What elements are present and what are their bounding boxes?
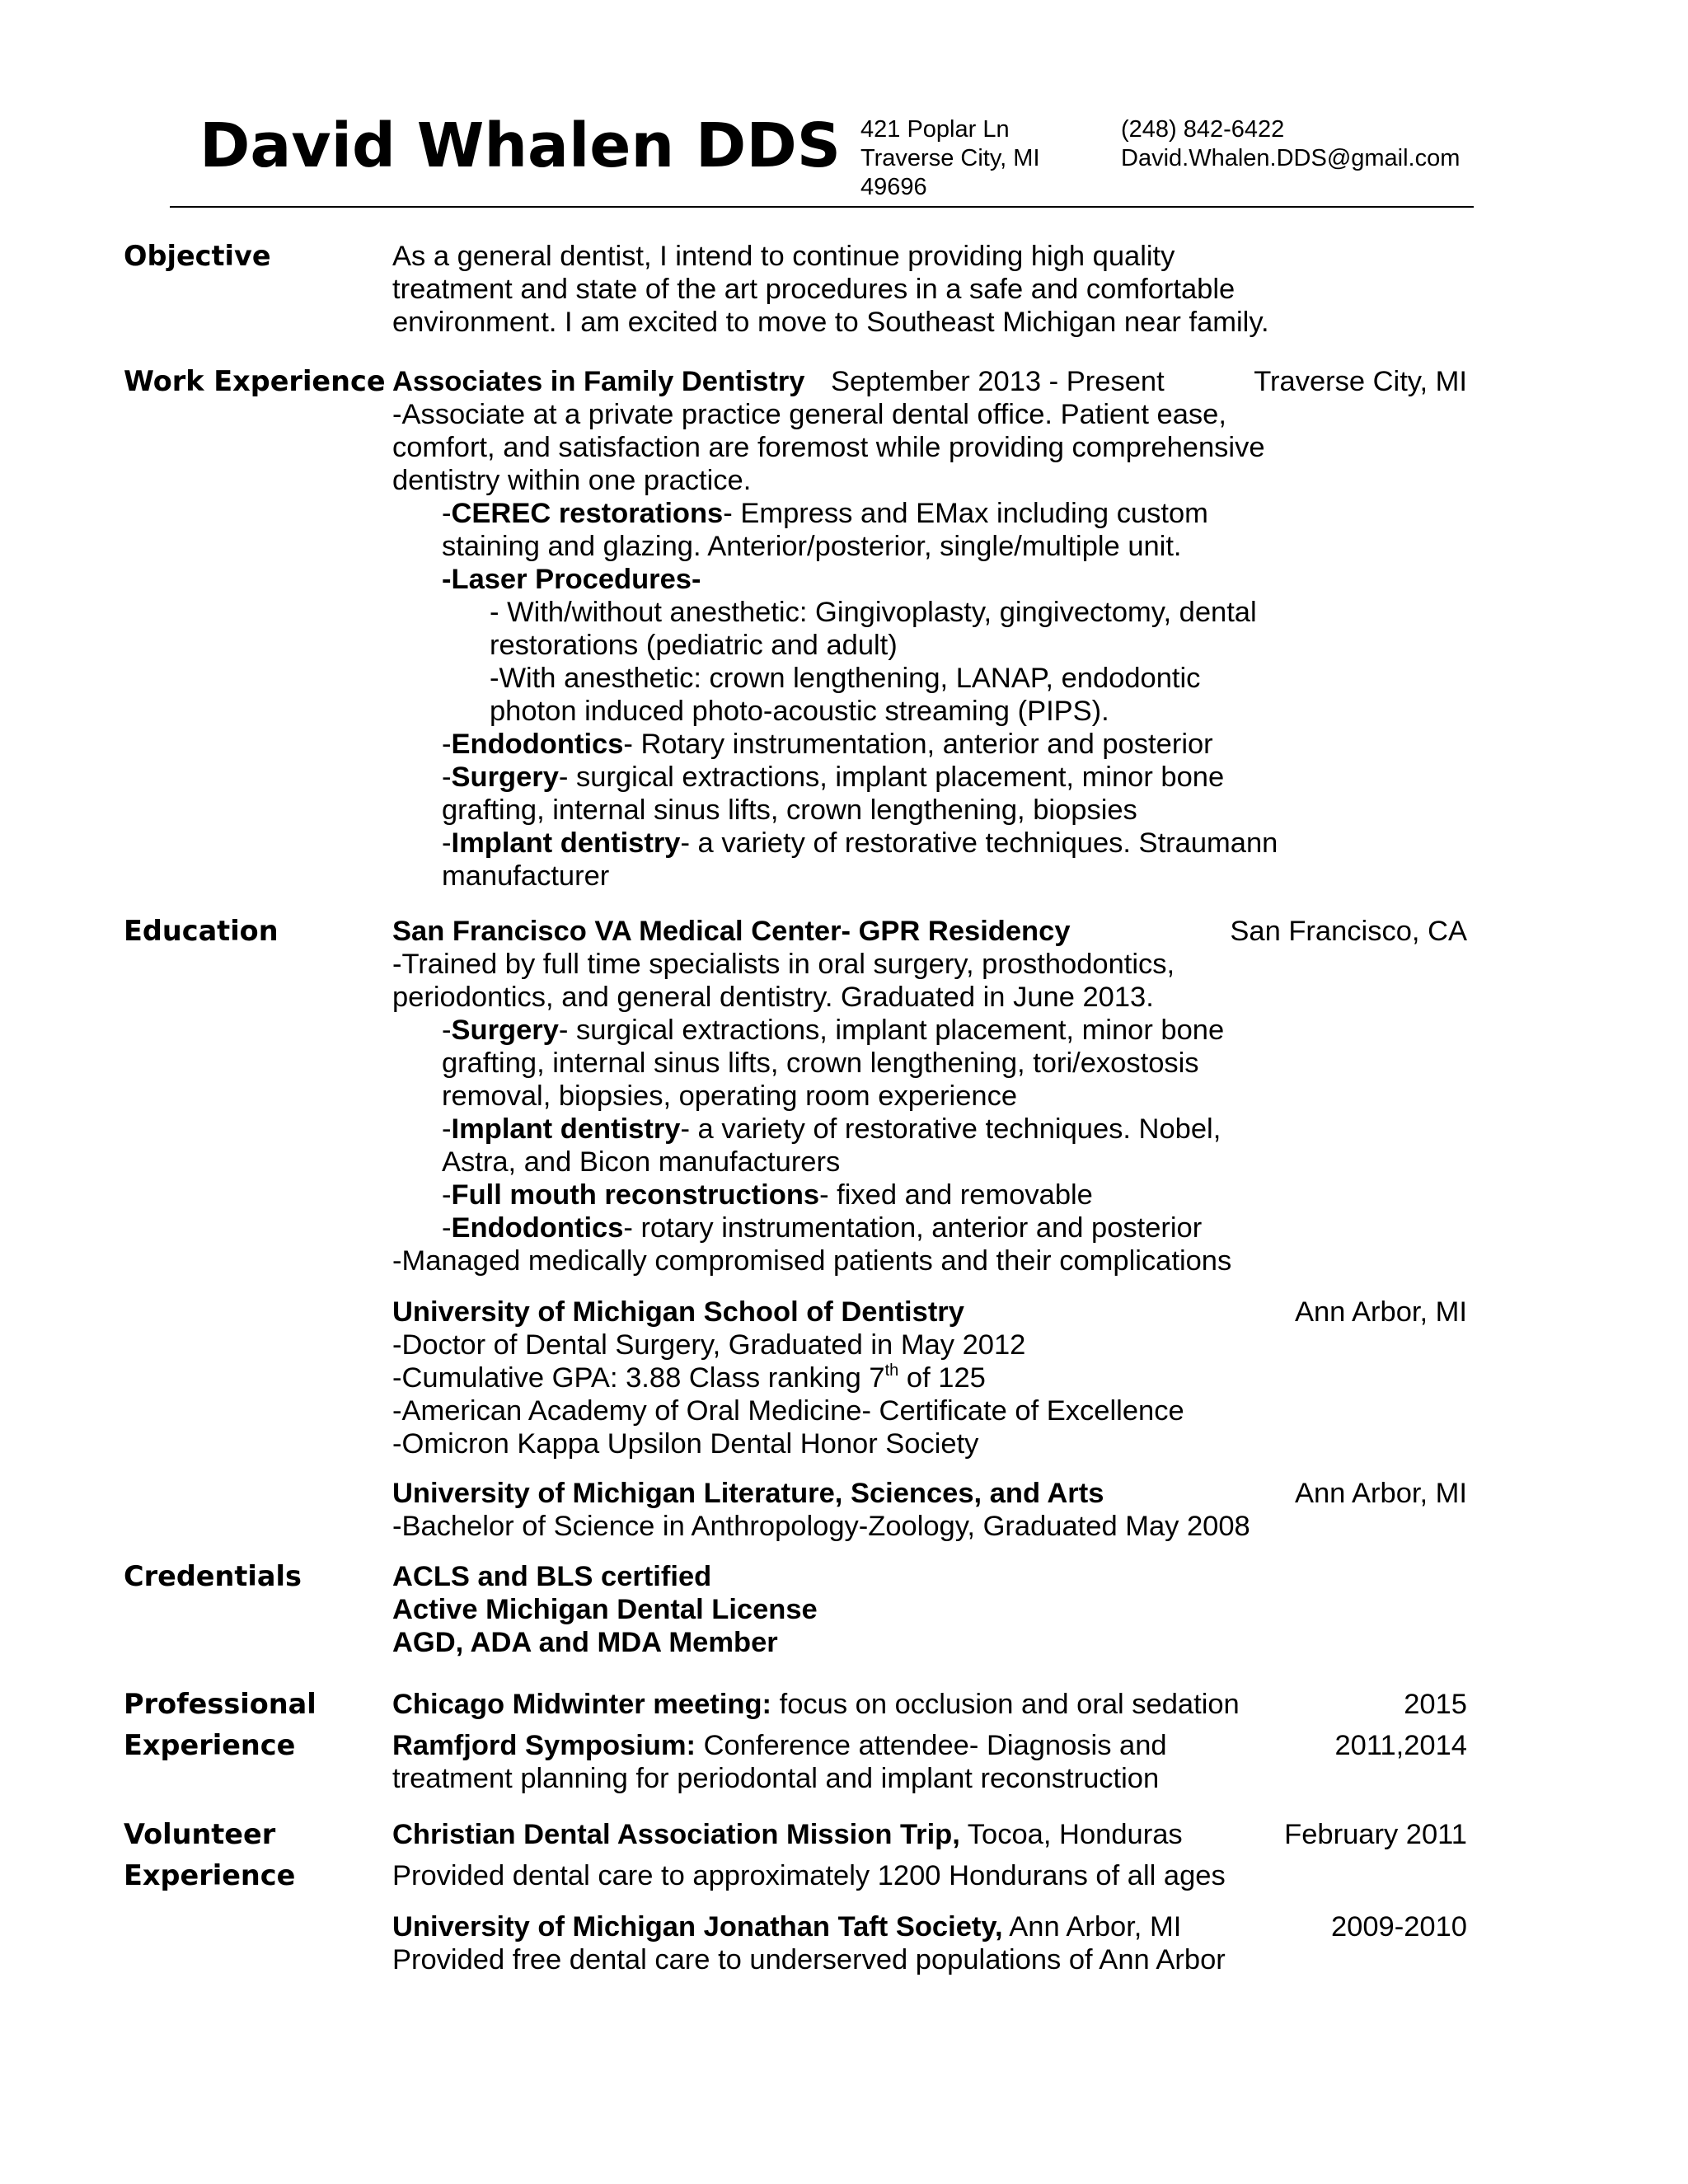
work-summary: -Associate at a private practice general dental office. Patient ease, — [392, 399, 1226, 430]
chicago-year: 2015 — [1404, 1689, 1467, 1720]
cerec-text: - Empress and EMax including custom — [723, 498, 1208, 529]
gpr-surgery-label: Surgery — [451, 1015, 559, 1046]
professional-heading: Professional — [124, 1688, 316, 1720]
taft-label: University of Michigan Jonathan Taft Society, — [392, 1911, 1003, 1943]
surgery-cont: grafting, internal sinus lifts, crown lengthening, biopsies — [442, 794, 1137, 826]
chicago-text: focus on occlusion and oral sedation — [771, 1689, 1240, 1720]
work-bullet-laser — [392, 563, 1480, 596]
taft-date: 2009-2010 — [1331, 1911, 1467, 1943]
education-heading: Education — [124, 915, 279, 947]
ramfjord-text: Conference attendee- Diagnosis and — [696, 1730, 1167, 1761]
gpr-fullmouth-text: - fixed and removable — [819, 1179, 1093, 1211]
cda-date: February 2011 — [1284, 1819, 1467, 1850]
cda-desc: Provided dental care to approximately 1200 Hondurans of all ages — [392, 1860, 1226, 1891]
ramfjord-cont: treatment planning for periodontal and implant reconstruction — [392, 1763, 1160, 1794]
gpr-implant-cont: Astra, and Bicon manufacturers — [442, 1146, 841, 1178]
surgery-label: Surgery — [451, 762, 559, 793]
work-bullet-implant: -Implant dentistry- a variety of restorative techniques. Straumann — [442, 827, 1278, 859]
credentials-heading: Credentials — [124, 1560, 302, 1592]
professional-heading-cont: Experience — [124, 1729, 296, 1761]
umich-lsa-location: Ann Arbor, MI — [1294, 1478, 1467, 1509]
cda-row — [392, 1818, 1480, 1851]
gpr-title-row — [392, 915, 1480, 948]
gpr-implant-text: - a variety of restorative techniques. Nobel, — [680, 1113, 1221, 1145]
credential-text: AGD, ADA and MDA Member — [392, 1627, 778, 1658]
laser-label: -Laser Procedures- — [442, 564, 701, 595]
gpr-managed: -Managed medically compromised patients and their complications — [392, 1245, 1232, 1277]
employer-name: Associates in Family Dentistry — [392, 366, 805, 397]
credential-item — [392, 1593, 1480, 1626]
gpr-endo-text: - rotary instrumentation, anterior and posterior — [623, 1212, 1203, 1244]
laser-item: -With anesthetic: crown lengthening, LANAP, endodontic — [490, 663, 1201, 694]
volunteer-heading: Volunteer — [124, 1818, 276, 1850]
umich-dent-line: -Omicron Kappa Upsilon Dental Honor Society — [392, 1428, 979, 1460]
cerec-cont: staining and glazing. Anterior/posterior, single/multiple unit. — [442, 531, 1182, 562]
work-summary: comfort, and satisfaction are foremost while providing comprehensive — [392, 432, 1265, 463]
umich-dent-title-row — [392, 1296, 1480, 1329]
education-umich-dent — [392, 1296, 1480, 1460]
work-bullet-surgery: -Surgery- surgical extractions, implant placement, minor bone — [442, 762, 1225, 793]
credential-item — [392, 1560, 1480, 1593]
surgery-text: - surgical extractions, implant placement, minor bone — [558, 762, 1225, 793]
gpa-rank-total: of 125 — [898, 1362, 986, 1394]
volunteer-section — [392, 1818, 1480, 1976]
chicago-row — [392, 1688, 1480, 1721]
umich-dent-line: -American Academy of Oral Medicine- Certificate of Excellence — [392, 1395, 1184, 1427]
email-address: David.Whalen.DDS@gmail.com — [1121, 145, 1461, 171]
contact-block — [1121, 115, 1460, 173]
education-gpr — [392, 915, 1480, 1277]
objective-line: environment. I am excited to move to Southeast Michigan near family. — [392, 307, 1269, 338]
work-title-row — [392, 365, 1480, 398]
cda-text: Tocoa, Honduras — [959, 1819, 1183, 1850]
work-bullet-cerec: -CEREC restorations- Empress and EMax including custom — [442, 498, 1208, 529]
work-bullet-endo: -Endodontics- Rotary instrumentation, anterior and posterior — [442, 729, 1213, 760]
gpr-surgery-text: - surgical extractions, implant placement, minor bone — [558, 1015, 1225, 1046]
laser-item-cont: restorations (pediatric and adult) — [490, 630, 898, 661]
gpr-bullet-surgery: -Surgery- surgical extractions, implant placement, minor bone — [442, 1015, 1225, 1046]
work-dates: September 2013 - Present — [831, 366, 1165, 397]
work-heading: Work Experience — [124, 365, 386, 397]
gpa-ordinal: th — [884, 1361, 899, 1380]
education-umich-lsa — [392, 1477, 1480, 1543]
credentials-section — [392, 1560, 1480, 1659]
gpr-bullet-implant: -Implant dentistry- a variety of restorative techniques. Nobel, — [442, 1113, 1221, 1145]
credential-item — [392, 1626, 1480, 1659]
umich-lsa-title: University of Michigan Literature, Sciences, and Arts — [392, 1478, 1104, 1509]
endo-label: Endodontics — [451, 729, 624, 760]
ramfjord-year: 2011,2014 — [1334, 1730, 1467, 1761]
gpr-surgery-cont: removal, biopsies, operating room experience — [442, 1080, 1018, 1112]
objective-heading: Objective — [124, 240, 271, 272]
address-city: Traverse City, MI — [860, 145, 1040, 171]
header-divider — [170, 206, 1474, 208]
implant-text: - a variety of restorative techniques. Straumann — [680, 827, 1278, 859]
umich-lsa-title-row — [392, 1477, 1480, 1510]
gpr-line: periodontics, and general dentistry. Graduated in June 2013. — [392, 982, 1154, 1013]
gpr-line: -Trained by full time specialists in oral surgery, prosthodontics, — [392, 949, 1175, 980]
implant-label: Implant dentistry — [451, 827, 681, 859]
credential-text: ACLS and BLS certified — [392, 1561, 712, 1592]
chicago-label: Chicago Midwinter meeting: — [392, 1689, 772, 1720]
address-block — [860, 115, 1040, 202]
work-section — [392, 365, 1480, 893]
implant-cont: manufacturer — [442, 860, 610, 892]
phone-number: (248) 842-6422 — [1121, 116, 1285, 143]
umich-lsa-line: -Bachelor of Science in Anthropology-Zoology, Graduated May 2008 — [392, 1511, 1250, 1542]
work-location: Traverse City, MI — [1254, 366, 1467, 397]
work-summary: dentistry within one practice. — [392, 465, 752, 496]
gpr-fullmouth-label: Full mouth reconstructions — [451, 1179, 820, 1211]
endo-text: - Rotary instrumentation, anterior and posterior — [623, 729, 1213, 760]
taft-row — [392, 1910, 1480, 1943]
ramfjord-row — [392, 1729, 1480, 1762]
address-street: 421 Poplar Ln — [860, 116, 1010, 143]
cda-label: Christian Dental Association Mission Trip, — [392, 1819, 960, 1850]
credential-text: Active Michigan Dental License — [392, 1594, 818, 1625]
umich-dent-location: Ann Arbor, MI — [1294, 1296, 1467, 1328]
gpr-bullet-endo: -Endodontics- rotary instrumentation, anterior and posterior — [442, 1212, 1203, 1244]
umich-dent-gpa — [392, 1361, 1480, 1394]
umich-dent-line: -Doctor of Dental Surgery, Graduated in May 2012 — [392, 1329, 1026, 1361]
candidate-name: David Whalen DDS — [199, 110, 842, 181]
gpa-text: -Cumulative GPA: 3.88 Class ranking 7 — [392, 1362, 885, 1394]
taft-desc: Provided free dental care to underserved populations of Ann Arbor — [392, 1944, 1226, 1975]
gpr-location: San Francisco, CA — [1230, 916, 1467, 947]
umich-dent-title: University of Michigan School of Dentistry — [392, 1296, 964, 1328]
cerec-label: CEREC restorations — [451, 498, 724, 529]
laser-item-cont: photon induced photo-acoustic streaming (PIPS). — [490, 696, 1109, 727]
objective-line: treatment and state of the art procedures in a safe and comfortable — [392, 274, 1236, 305]
taft-text: Ann Arbor, MI — [1002, 1911, 1182, 1943]
volunteer-heading-cont: Experience — [124, 1859, 296, 1891]
professional-section — [392, 1688, 1480, 1795]
gpr-surgery-cont: grafting, internal sinus lifts, crown lengthening, tori/exostosis — [442, 1047, 1199, 1079]
objective-section — [392, 240, 1480, 339]
address-zip: 49696 — [860, 174, 927, 200]
gpr-endo-label: Endodontics — [451, 1212, 624, 1244]
gpr-title: San Francisco VA Medical Center- GPR Residency — [392, 916, 1071, 947]
gpr-bullet-fullmouth: -Full mouth reconstructions- fixed and removable — [442, 1179, 1093, 1211]
ramfjord-label: Ramfjord Symposium: — [392, 1730, 696, 1761]
gpr-implant-label: Implant dentistry — [451, 1113, 681, 1145]
objective-line: As a general dentist, I intend to continue providing high quality — [392, 241, 1175, 272]
laser-item: - With/without anesthetic: Gingivoplasty, gingivectomy, dental — [490, 597, 1257, 628]
